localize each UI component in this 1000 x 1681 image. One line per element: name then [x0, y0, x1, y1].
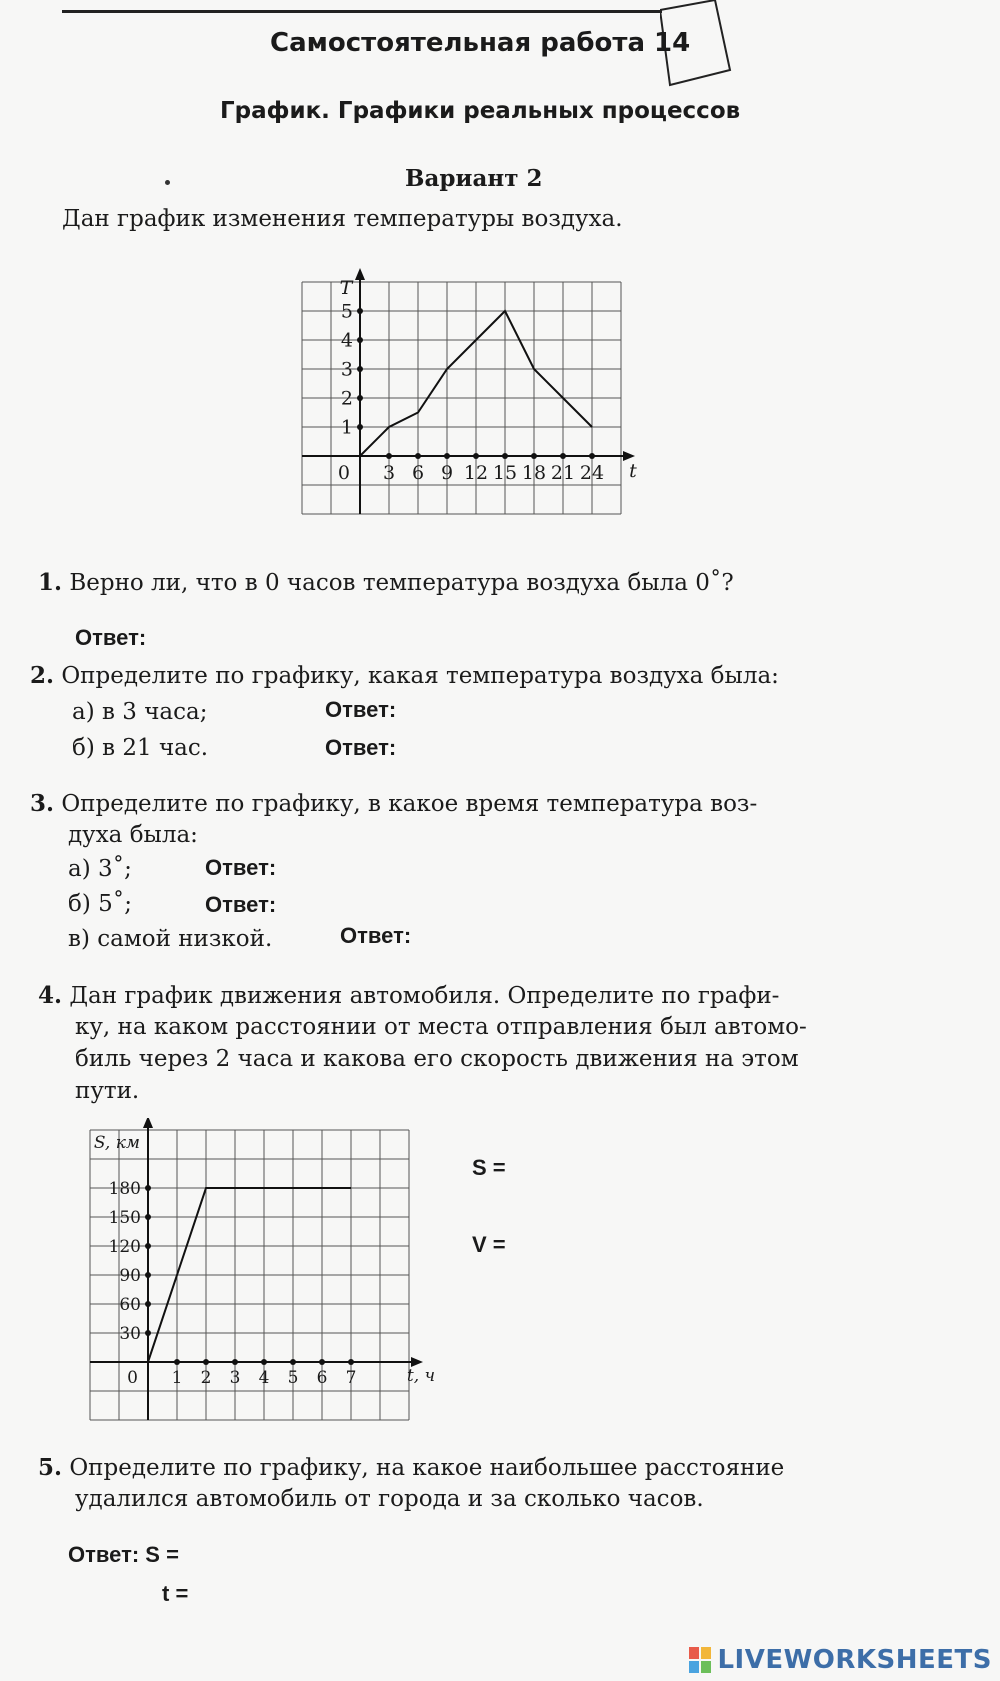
y-tick-label: 1: [340, 416, 353, 439]
y-tick-dot: [145, 1185, 151, 1191]
answer-5-t[interactable]: [162, 1581, 274, 1607]
y-tick-label: 60: [119, 1294, 141, 1315]
y-axis-arrow: [355, 268, 365, 280]
answer-3b[interactable]: [205, 892, 362, 918]
answer-3a-label: Ответ:: [205, 855, 277, 880]
page-title: Самостоятельная работа 14: [270, 28, 691, 58]
y-tick-label: 180: [108, 1178, 141, 1199]
answer-2b-input[interactable]: [402, 738, 482, 760]
answer-4-v-label: V =: [472, 1232, 506, 1257]
question-1-number: 1.: [38, 569, 63, 596]
question-2b: б) в 21 час.: [72, 735, 209, 761]
x-tick-dot: [444, 453, 450, 459]
bullet-dot: [165, 180, 170, 185]
origin-label: 0: [127, 1368, 138, 1388]
answer-5-s-input[interactable]: [185, 1545, 265, 1567]
y-tick-dot: [145, 1243, 151, 1249]
answer-3c-label: Ответ:: [340, 923, 412, 948]
answer-1-input[interactable]: [152, 628, 232, 650]
question-5: [38, 1454, 784, 1481]
answer-2a-label: Ответ:: [325, 697, 397, 722]
y-tick-dot: [145, 1301, 151, 1307]
x-tick-label: 3: [382, 462, 396, 484]
y-tick-label: 120: [108, 1236, 141, 1257]
y-tick-dot: [357, 366, 363, 372]
x-tick-dot: [415, 453, 421, 459]
answer-3b-input[interactable]: [282, 895, 362, 917]
intro-text: Дан график изменения температуры воздуха.: [62, 206, 623, 232]
x-tick-dot: [560, 453, 566, 459]
y-tick-label: 30: [119, 1323, 141, 1344]
logo-mark-icon: [689, 1647, 711, 1673]
x-tick-dot: [502, 453, 508, 459]
x-tick-dot: [348, 1359, 354, 1365]
variant-label: Вариант 2: [405, 165, 543, 192]
origin-label: 0: [337, 462, 350, 484]
answer-4-s-label: S =: [472, 1155, 506, 1180]
distance-chart: [88, 1118, 448, 1430]
x-tick-dot: [473, 453, 479, 459]
answer-1-label: Ответ:: [75, 625, 147, 650]
question-3c: в) самой низкой.: [68, 926, 273, 952]
question-4: [38, 982, 779, 1009]
x-tick-label: 15: [492, 462, 518, 484]
question-5-line2: удалился автомобиль от города и за сколько часов.: [75, 1486, 704, 1512]
x-axis-label: t, ч: [406, 1366, 436, 1386]
answer-5-t-label: t =: [162, 1581, 189, 1606]
x-tick-dot: [261, 1359, 267, 1365]
answer-4-v[interactable]: [472, 1232, 592, 1258]
x-tick-label: 6: [316, 1368, 328, 1388]
answer-2a[interactable]: [325, 697, 482, 723]
answer-3c[interactable]: [340, 923, 497, 949]
temperature-chart: [300, 268, 650, 548]
question-3: [30, 790, 757, 817]
x-tick-label: 21: [550, 462, 576, 484]
x-tick-dot: [531, 453, 537, 459]
y-tick-dot: [145, 1330, 151, 1336]
liveworksheets-logo: [689, 1645, 992, 1675]
answer-5-t-input[interactable]: [194, 1584, 274, 1606]
x-tick-label: 4: [258, 1368, 270, 1388]
question-4-line1: Дан график движения автомобиля. Определите по графи-: [69, 983, 780, 1009]
logo-text: LIVEWORKSHEETS: [717, 1645, 992, 1675]
x-tick-label: 1: [171, 1368, 183, 1388]
x-tick-dot: [589, 453, 595, 459]
x-tick-dot: [386, 453, 392, 459]
y-tick-label: 5: [340, 300, 353, 323]
question-4-line2: ку, на каком расстоянии от места отправления был автомо-: [75, 1014, 807, 1040]
x-tick-dot: [319, 1359, 325, 1365]
x-tick-label: 5: [287, 1368, 299, 1388]
question-3b: б) 5˚;: [68, 891, 133, 917]
x-tick-label: 7: [345, 1368, 357, 1388]
answer-3a[interactable]: [205, 855, 362, 881]
question-3-line1: Определите по графику, в какое время температура воз-: [61, 791, 758, 817]
y-axis-label: S, км: [93, 1133, 140, 1153]
x-tick-label: 12: [463, 462, 489, 484]
y-tick-label: 3: [340, 358, 353, 381]
x-tick-label: 6: [411, 462, 425, 484]
x-tick-label: 24: [579, 462, 605, 484]
y-tick-label: 90: [119, 1265, 141, 1286]
x-tick-label: 3: [229, 1368, 241, 1388]
x-axis-label: t: [629, 460, 637, 482]
question-3-number: 3.: [30, 790, 55, 817]
x-tick-dot: [290, 1359, 296, 1365]
x-tick-dot: [232, 1359, 238, 1365]
y-axis-label: T: [339, 277, 353, 299]
x-tick-label: 18: [521, 462, 547, 484]
x-tick-dot: [174, 1359, 180, 1365]
answer-3a-input[interactable]: [282, 858, 362, 880]
question-2-text: Определите по графику, какая температура воздуха была:: [61, 663, 779, 689]
y-tick-dot: [145, 1214, 151, 1220]
x-tick-label: 2: [200, 1368, 212, 1388]
y-tick-label: 4: [340, 329, 353, 352]
x-tick-label: 9: [440, 462, 454, 484]
question-5-line1: Определите по графику, на какое наибольшее расстояние: [69, 1455, 785, 1481]
x-tick-dot: [203, 1359, 209, 1365]
y-tick-dot: [357, 395, 363, 401]
answer-4-s-input[interactable]: [512, 1158, 592, 1180]
y-axis-arrow: [143, 1118, 153, 1128]
answer-2b-label: Ответ:: [325, 735, 397, 760]
y-tick-dot: [357, 308, 363, 314]
question-2-number: 2.: [30, 662, 55, 689]
y-tick-label: 2: [340, 387, 353, 410]
answer-5-s[interactable]: [68, 1542, 265, 1568]
question-3-line2: духа была:: [68, 822, 198, 848]
question-2a: а) в 3 часа;: [72, 699, 208, 725]
question-2: [30, 662, 779, 689]
question-4-line4: пути.: [75, 1078, 140, 1104]
answer-3b-label: Ответ:: [205, 892, 277, 917]
answer-5-s-label: Ответ: S =: [68, 1542, 179, 1567]
answer-1[interactable]: [75, 625, 232, 651]
y-tick-dot: [357, 337, 363, 343]
answer-4-s[interactable]: [472, 1155, 592, 1181]
y-tick-dot: [145, 1272, 151, 1278]
answer-2a-input[interactable]: [402, 700, 482, 722]
page-subtitle: График. Графики реальных процессов: [220, 98, 741, 124]
question-3a: а) 3˚;: [68, 856, 132, 882]
question-1-text: Верно ли, что в 0 часов температура воздуха была 0˚?: [69, 570, 734, 596]
answer-2b[interactable]: [325, 735, 482, 761]
y-tick-label: 150: [108, 1207, 141, 1228]
question-4-line3: биль через 2 часа и какова его скорость движения на этом: [75, 1046, 799, 1072]
answer-4-v-input[interactable]: [512, 1235, 592, 1257]
question-1: [38, 569, 734, 596]
question-4-number: 4.: [38, 982, 63, 1009]
question-5-number: 5.: [38, 1454, 63, 1481]
top-rule: [62, 10, 662, 13]
answer-3c-input[interactable]: [417, 926, 497, 948]
y-tick-dot: [357, 424, 363, 430]
